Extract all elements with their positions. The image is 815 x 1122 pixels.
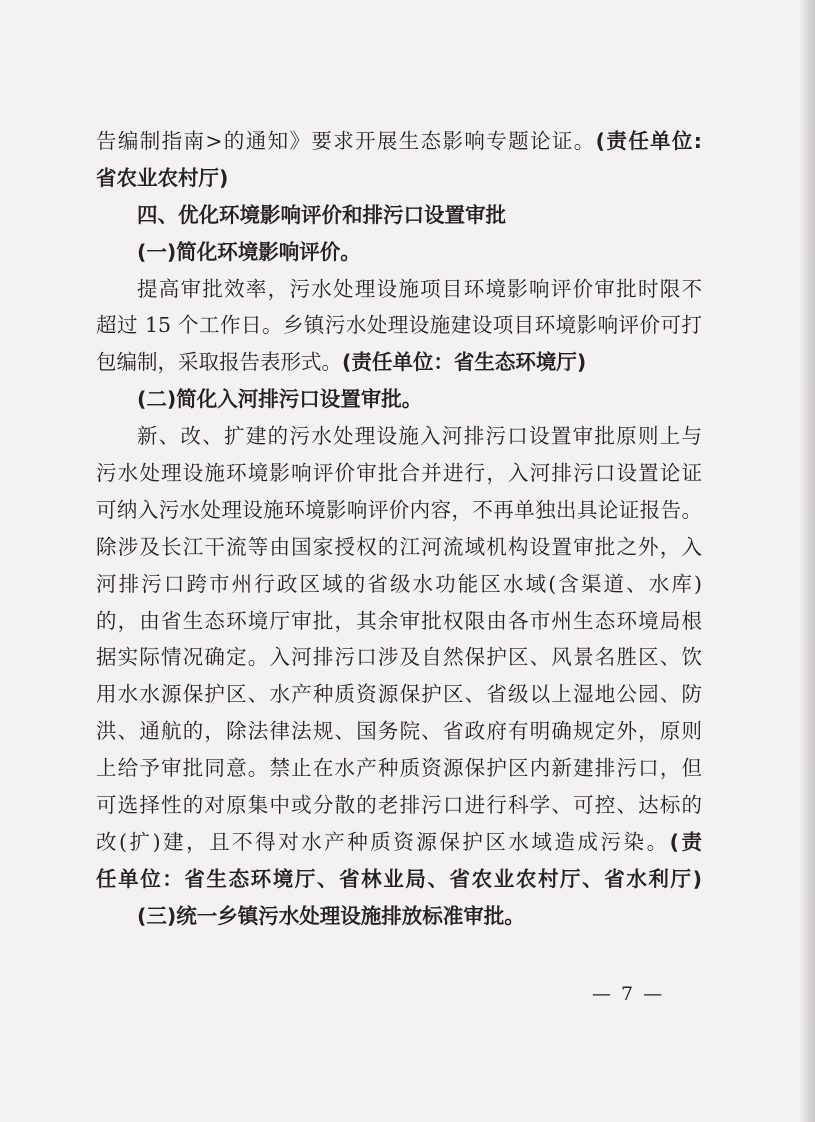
text-run: 改(扩)建，且不得对水产种质资源保护区水域造成污染。 xyxy=(96,829,670,854)
text-line xyxy=(96,603,702,640)
bold-text: (责任单位: xyxy=(595,129,702,153)
text-line xyxy=(96,529,702,566)
text-line xyxy=(96,713,702,750)
text-run: 新、改、扩建的污水处理设施入河排污口设置审批原则上与 xyxy=(137,424,702,449)
text-run: 用水水源保护区、水产种质资源保护区、省级以上湿地公园、防 xyxy=(96,682,702,707)
text-run: 除涉及长江干流等由国家授权的江河流域机构设置审批之外，入 xyxy=(96,534,702,559)
text-line xyxy=(96,160,702,197)
page-number: — 7 — xyxy=(592,983,665,1005)
text-run: 可纳入污水处理设施环境影响评价内容，不再单独出具论证报告。 xyxy=(96,497,702,522)
text-run: 提高审批效率，污水处理设施项目环境影响评价审批时限不 xyxy=(137,276,702,301)
text-line xyxy=(96,307,702,344)
bold-text: (责任单位：省生态环境厅) xyxy=(342,350,587,375)
text-line xyxy=(96,639,702,676)
text-line xyxy=(96,271,702,308)
text-line xyxy=(96,566,702,603)
page-edge-shadow xyxy=(799,0,815,1122)
bold-text: 四、优化环境影响评价和排污口设置审批 xyxy=(137,202,506,227)
text-line xyxy=(96,787,702,824)
text-run: 上给予审批同意。禁止在水产种质资源保护区内新建排污口，但 xyxy=(96,756,702,781)
text-line xyxy=(96,418,702,455)
text-run: 洪、通航的，除法律法规、国务院、省政府有明确规定外，原则 xyxy=(96,719,702,744)
bold-text: (三)统一乡镇污水处理设施排放标准审批。 xyxy=(137,903,525,928)
text-run: 包编制，采取报告表形式。 xyxy=(96,350,342,375)
text-line xyxy=(96,234,702,271)
text-line xyxy=(96,824,702,861)
text-line xyxy=(96,381,702,418)
text-run: 超过 15 个工作日。乡镇污水处理设施建设项目环境影响评价可打 xyxy=(96,313,702,338)
text-run: 的，由省生态环境厅审批，其余审批权限由各市州生态环境局根 xyxy=(96,608,702,633)
text-line xyxy=(96,123,702,160)
text-run: 告编制指南>的通知》要求开展生态影响专题论证。 xyxy=(96,129,596,153)
text-line xyxy=(96,898,702,935)
document-body xyxy=(96,123,702,935)
text-run: 污水处理设施环境影响评价审批合并进行，入河排污口设置论证 xyxy=(96,461,702,486)
text-run: 可选择性的对原集中或分散的老排污口进行科学、可控、达标的 xyxy=(96,793,702,818)
text-line xyxy=(96,676,702,713)
text-line xyxy=(96,750,702,787)
text-line xyxy=(96,197,702,234)
bold-text: (一)简化环境影响评价。 xyxy=(137,239,361,264)
bold-text: (二)简化入河排污口设置审批。 xyxy=(137,387,423,412)
bold-text: 任单位：省生态环境厅、省林业局、省农业农村厅、省水利厅) xyxy=(96,866,702,891)
text-run: 河排污口跨市州行政区域的省级水功能区水域(含渠道、水库) xyxy=(96,571,702,596)
text-line xyxy=(96,344,702,381)
text-line xyxy=(96,455,702,492)
bold-text: 省农业农村厅) xyxy=(96,165,229,190)
text-run: 据实际情况确定。入河排污口涉及自然保护区、风景名胜区、饮 xyxy=(96,645,702,670)
text-line xyxy=(96,492,702,529)
text-line xyxy=(96,861,702,898)
bold-text: (责 xyxy=(669,829,703,854)
